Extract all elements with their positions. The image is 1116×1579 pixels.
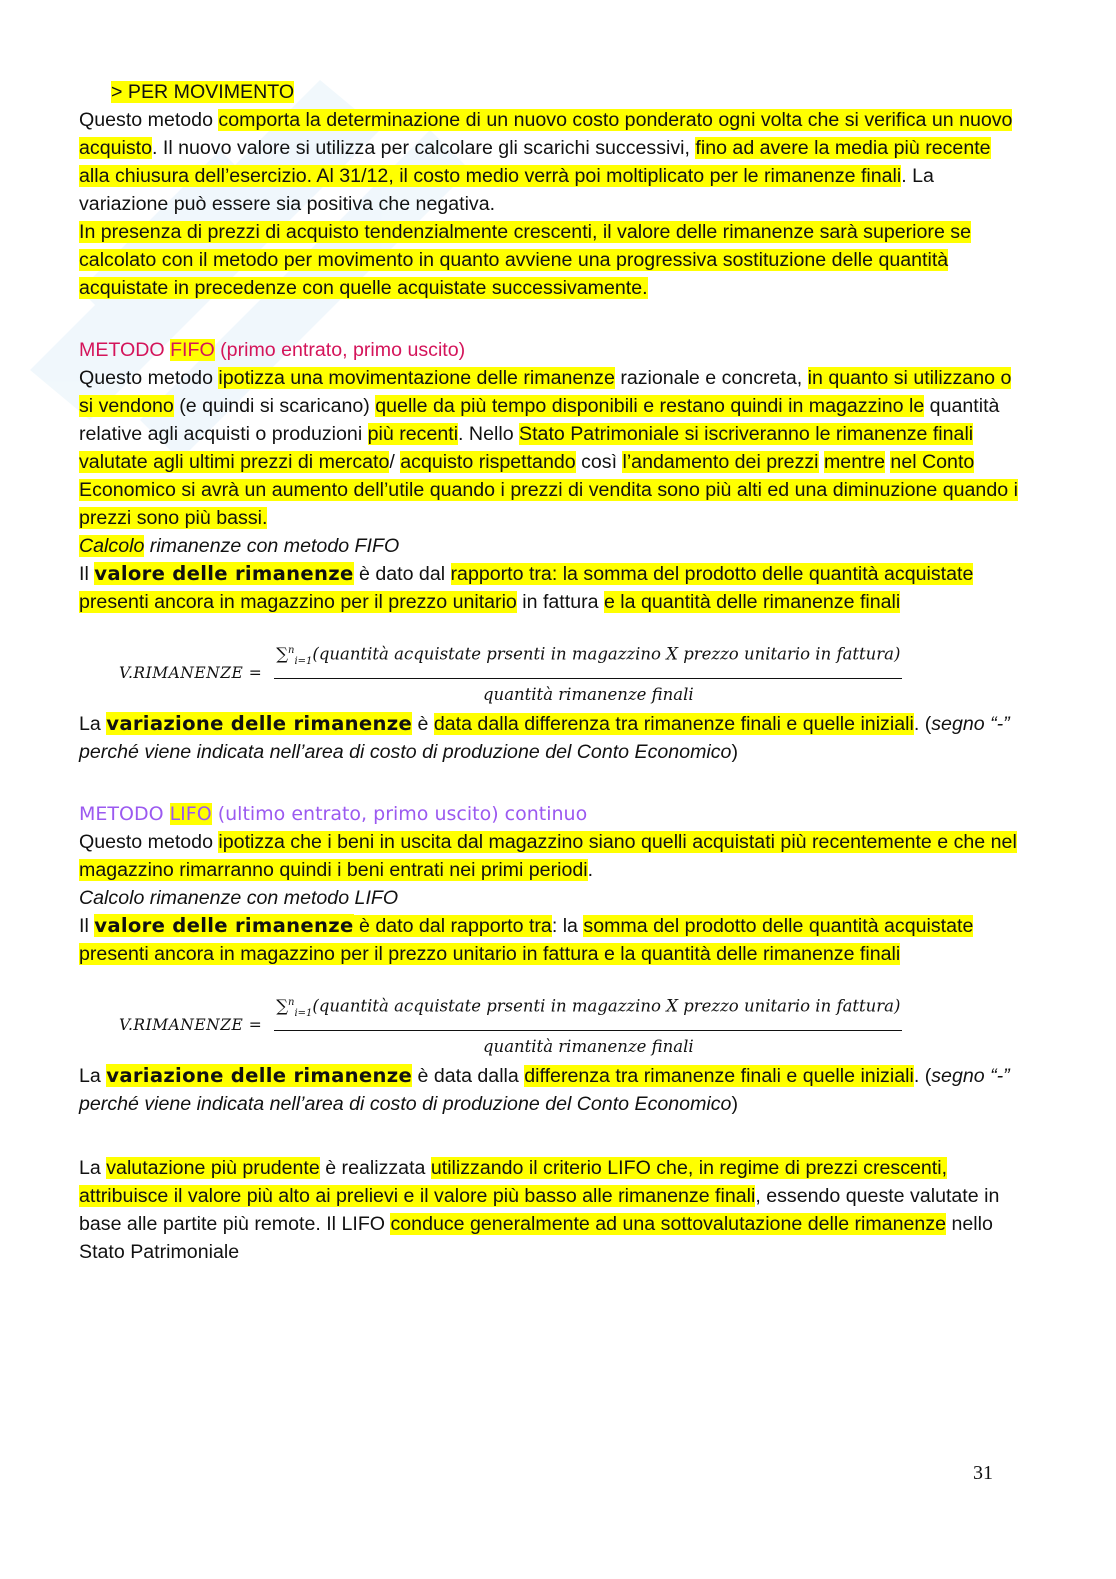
text-run: . La variazione può essere sia positiva che negativa.	[79, 165, 934, 215]
spacer	[79, 302, 1019, 336]
text-run: è dato dal	[353, 563, 451, 585]
italic-text: segno “-” perché viene indicata nell’area di costo di produzione del Conto Economico	[79, 713, 1010, 763]
spacer	[79, 766, 1019, 800]
text-run: METODO	[79, 339, 171, 361]
highlighted-text: valutazione più prudente	[106, 1157, 320, 1179]
formula-numerator	[274, 989, 902, 1031]
sum-symbol: ∑	[276, 996, 288, 1016]
text-run: in fattura	[516, 591, 604, 613]
bold-term: valore delle rimanenze	[94, 562, 354, 585]
text-run: Questo metodo	[79, 831, 219, 853]
highlighted-text: è dato dal rapporto tra	[353, 915, 552, 937]
lifo-variation-paragraph	[79, 1062, 1019, 1118]
lifo-value-paragraph	[79, 912, 1019, 968]
per-movimento-paragraph-1	[79, 106, 1019, 218]
highlighted-text: comporta la determinazione di un nuovo costo ponderato ogni volta che si verifica un nuovo acquisto	[79, 109, 1013, 159]
lifo-heading	[79, 800, 1019, 828]
text-run: La	[79, 713, 107, 735]
highlighted-text: somma del prodotto delle quantità acquistate presenti ancora in magazzino per il prezzo unitario in fattura e la quantità delle rimanenze finali	[79, 915, 974, 965]
formula-lhs: V.RIMANENZE =	[119, 1016, 263, 1034]
highlighted-text: rapporto tra: la somma del prodotto delle quantità acquistate presenti ancora in magazzino per il prezzo unitario	[79, 563, 974, 613]
spacer	[79, 1118, 1019, 1154]
text-run: . (	[913, 1065, 932, 1087]
italic-text: segno “-” perché viene indicata nell’area di costo di produzione del Conto Economico	[79, 1065, 1010, 1115]
highlighted-text: nel Conto Economico si avrà un aumento dell’utile quando i prezzi di vendita sono più alti ed una diminuzione quando i prezzi sono più bassi.	[79, 451, 1018, 529]
fifo-paragraph-1	[79, 364, 1019, 532]
text-run: Questo metodo	[79, 367, 219, 389]
per-movimento-heading	[79, 78, 1019, 106]
text-run: (primo entrato, primo uscito)	[214, 339, 466, 361]
fifo-formula	[79, 636, 1019, 710]
highlighted-text: In presenza di prezzi di acquisto tendenzialmente crescenti, il valore delle rimanenze sarà superiore se calcolato con il metodo per movimento in quanto avviene una progressiva sostituzione delle quantità acquistate in precedenze con quelle acquistate successivamente.	[79, 221, 971, 299]
numerator-text: (quantità acquistate prsenti in magazzino X prezzo unitario in fattura)	[312, 644, 901, 664]
text-run: )	[731, 1093, 738, 1115]
text-run: nello Stato Patrimoniale	[79, 1213, 993, 1263]
text-run: .	[587, 859, 594, 881]
lifo-calc-title: Calcolo rimanenze con metodo LIFO	[79, 887, 399, 909]
highlighted-text: utilizzando il criterio LIFO che, in regime di prezzi crescenti, attribuisce il valore più alto ai prelievi e il valore più basso alle rimanenze finali	[79, 1157, 948, 1207]
highlighted-text: differenza tra rimanenze finali e quelle iniziali	[524, 1065, 914, 1087]
highlighted-text: e la quantità delle rimanenze finali	[603, 591, 901, 613]
lifo-paragraph-1	[79, 828, 1019, 884]
formula-numerator	[274, 637, 902, 679]
text-run: /	[389, 451, 401, 473]
page-number: 31	[973, 1462, 993, 1484]
text-run: è	[412, 713, 434, 735]
formula-denominator: quantità rimanenze finali	[483, 1036, 694, 1056]
formula-denominator: quantità rimanenze finali	[483, 684, 694, 704]
highlighted-text: in quanto si utilizzano o si vendono	[79, 367, 1012, 417]
sum-lower: i=1	[294, 655, 313, 667]
sum-symbol: ∑	[276, 644, 288, 664]
numerator-text: (quantità acquistate prsenti in magazzino X prezzo unitario in fattura)	[312, 996, 901, 1016]
formula-fraction	[274, 989, 902, 1061]
highlighted-text: ipotizza che i beni in uscita dal magazzino siano quelli acquistati più recentemente e che nel magazzino rimarranno quindi i beni entrati nei primi periodi	[79, 831, 1017, 881]
highlighted-text: quelle da più tempo disponibili e restano quindi in magazzino le	[375, 395, 925, 417]
document-content	[79, 78, 1019, 1266]
highlighted-text: l’andamento dei prezzi	[622, 451, 819, 473]
per-movimento-paragraph-2	[79, 218, 1019, 302]
text-run: . Il nuovo valore si utilizza per calcolare gli scarichi successivi,	[151, 137, 696, 159]
sum-upper: n	[288, 997, 295, 1009]
bold-term: valore delle rimanenze	[94, 914, 354, 937]
text-run: )	[731, 741, 738, 763]
highlighted-text: fino ad avere la media più recente alla chiusura dell’esercizio. Al 31/12, il costo medio verrà poi moltiplicato per le rimanenze finali	[79, 137, 991, 187]
text-run: (ultimo entrato, primo uscito) continuo	[211, 803, 588, 825]
highlighted-text: più recenti	[367, 423, 459, 445]
fifo-calc-title	[79, 532, 1019, 560]
text-run: (e quindi si scaricano)	[173, 395, 376, 417]
highlighted-text: data dalla differenza tra rimanenze finali e quelle iniziali	[433, 713, 914, 735]
bold-term: variazione delle rimanenze	[106, 712, 413, 735]
text-run: La	[79, 1065, 107, 1087]
text-run: così	[575, 451, 623, 473]
highlighted-text: acquisto rispettando	[400, 451, 576, 473]
bold-term: variazione delle rimanenze	[106, 1064, 413, 1087]
per-movimento-heading-text: > PER MOVIMENTO	[111, 81, 295, 103]
text-run: , essendo queste valutate in base alle partite più remote. Il LIFO	[79, 1185, 1000, 1235]
sum-lower: i=1	[294, 1007, 313, 1019]
text-run: rimanenze con metodo FIFO	[144, 535, 400, 557]
highlighted-text: Stato Patrimoniale si iscriveranno le rimanenze finali valutate agli ultimi prezzi di mercato	[79, 423, 974, 473]
text-run: razionale e concreta,	[614, 367, 808, 389]
text-run: è data dalla	[412, 1065, 525, 1087]
fifo-value-paragraph	[79, 560, 1019, 616]
text-run: quantità relative agli acquisti o produzioni	[79, 395, 1000, 445]
spacer	[79, 968, 1019, 988]
formula-fraction	[274, 637, 902, 709]
highlighted-text: LIFO	[169, 803, 212, 825]
text-run: è realizzata	[319, 1157, 431, 1179]
text-run: Il	[79, 563, 95, 585]
sum-upper: n	[288, 645, 295, 657]
highlighted-text: mentre	[823, 451, 885, 473]
fifo-variation-paragraph	[79, 710, 1019, 766]
text-run: . Nello	[458, 423, 520, 445]
text-run: Il	[79, 915, 95, 937]
text-run: Questo metodo	[79, 109, 219, 131]
highlighted-text: Calcolo	[79, 535, 145, 557]
highlighted-text: ipotizza una movimentazione delle rimanenze	[218, 367, 615, 389]
highlighted-text: FIFO	[170, 339, 215, 361]
highlighted-text: conduce generalmente ad una sottovalutazione delle rimanenze	[390, 1213, 947, 1235]
text-run: . (	[913, 713, 932, 735]
conclusion-paragraph	[79, 1154, 1019, 1266]
formula-lhs: V.RIMANENZE =	[119, 664, 263, 682]
fifo-heading	[79, 336, 1019, 364]
text-run: La	[79, 1157, 107, 1179]
spacer	[79, 616, 1019, 636]
lifo-formula	[79, 988, 1019, 1062]
text-run: METODO	[79, 803, 170, 825]
text-run: : la	[551, 915, 584, 937]
